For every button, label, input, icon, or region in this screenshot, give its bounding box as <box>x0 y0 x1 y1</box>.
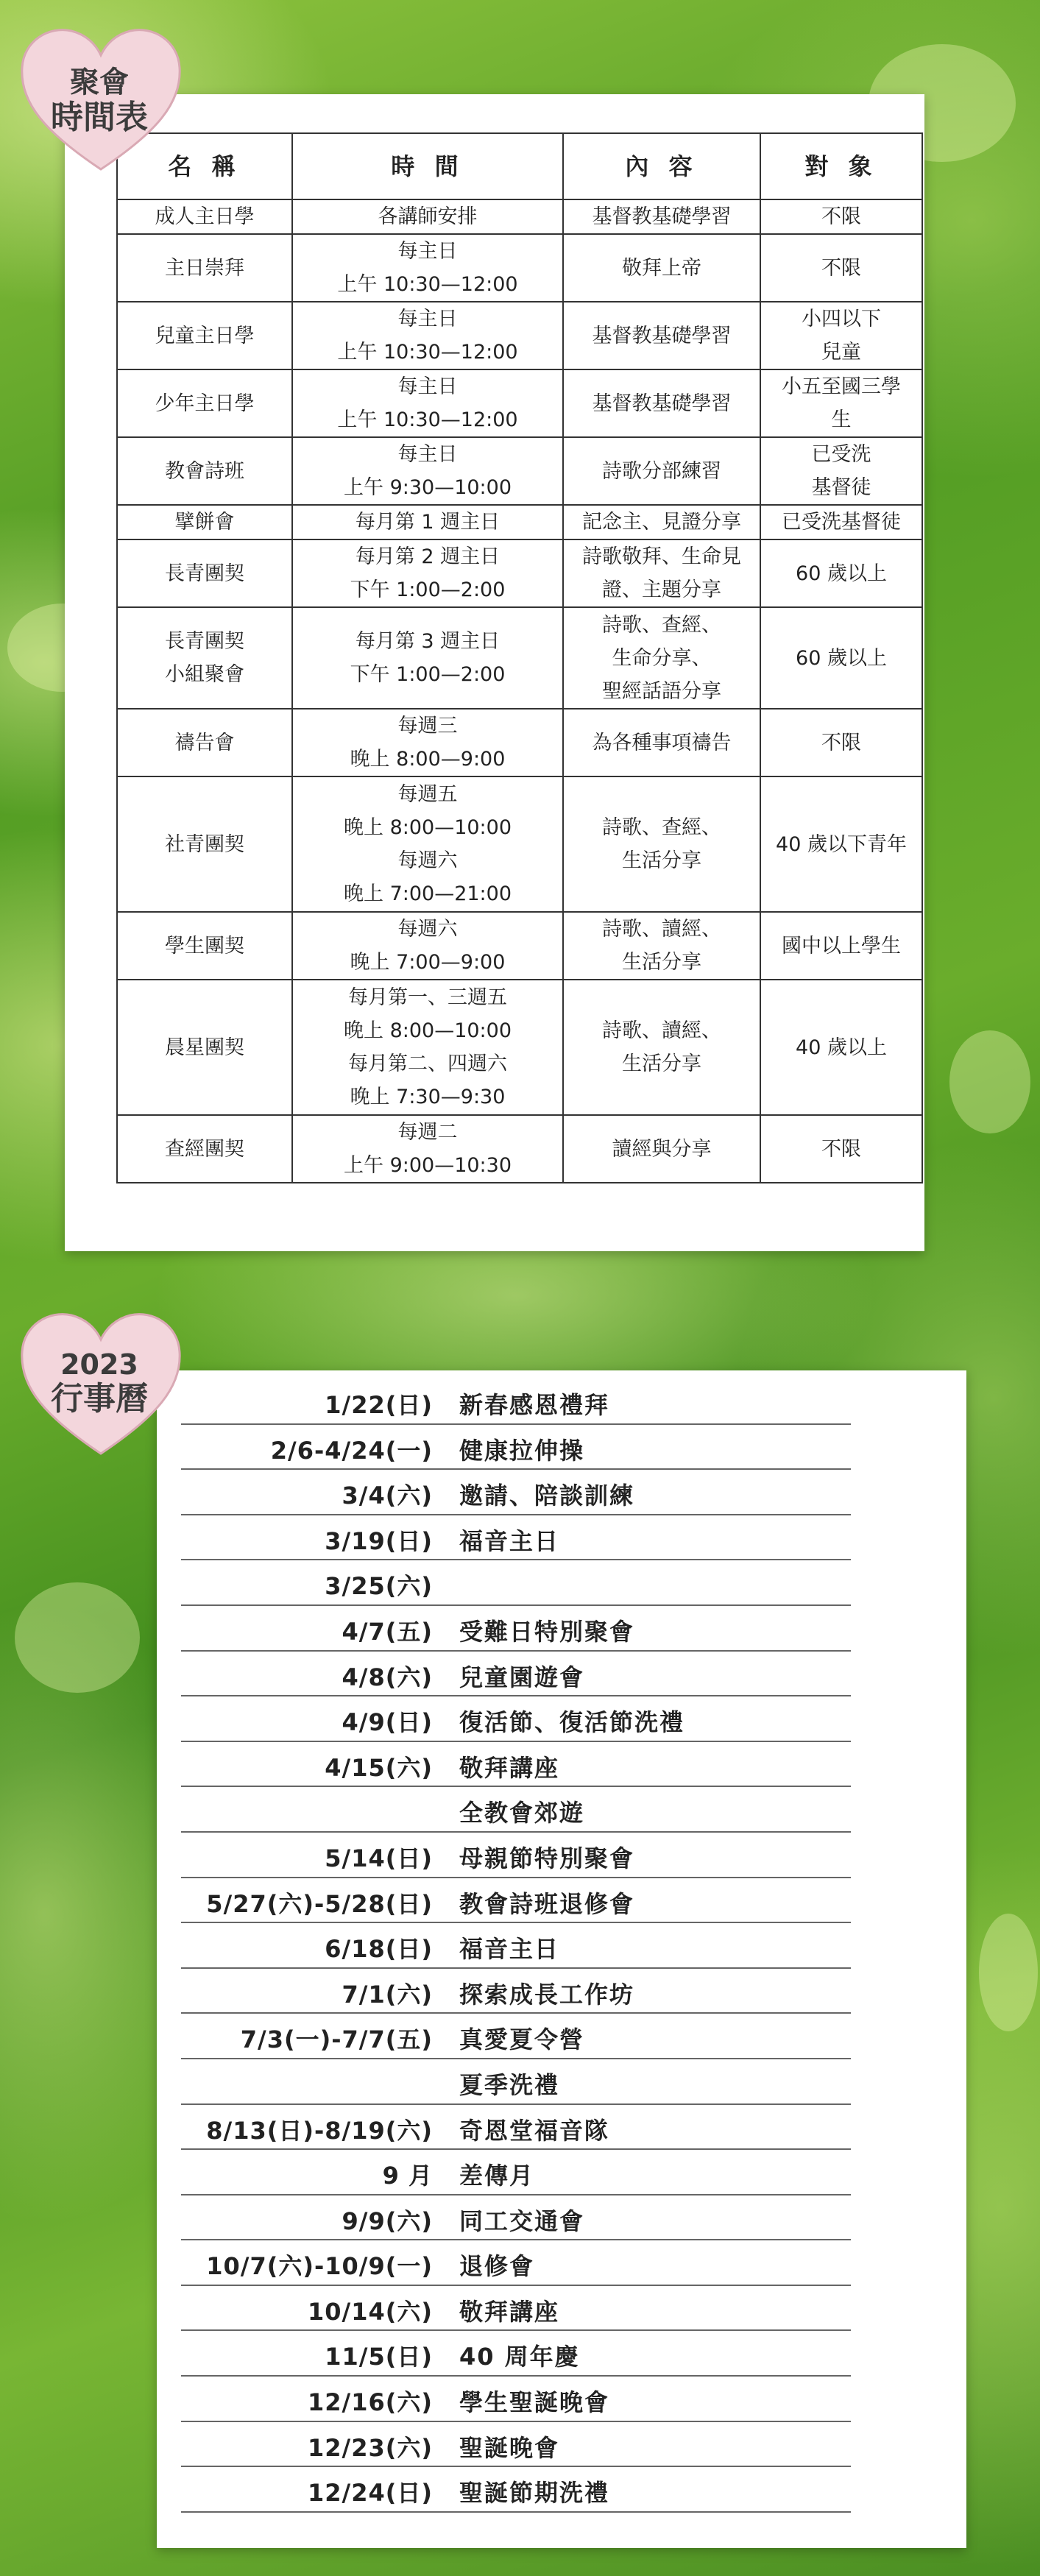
cell-line: 成人主日學 <box>155 205 255 228</box>
cell-line: 小組聚會 <box>165 663 244 686</box>
event-title: 新春感恩禮拜 <box>459 1391 610 1419</box>
event-date: 3/4(六) <box>342 1482 433 1510</box>
cell-line: 詩歌、讀經、 <box>602 1019 721 1042</box>
cell-line: 每週六 <box>397 849 458 872</box>
cell-line: 不限 <box>821 731 861 754</box>
event-date: 4/8(六) <box>342 1663 433 1691</box>
cell-content <box>563 539 760 607</box>
table-row <box>117 199 922 234</box>
calendar-row <box>181 1560 851 1606</box>
background-blossom <box>949 1030 1030 1133</box>
cell-line: 每主日 <box>397 443 458 466</box>
cell-line: 每週六 <box>397 918 458 941</box>
event-date: 3/25(六) <box>325 1572 433 1601</box>
cell-content <box>563 302 760 369</box>
calendar-row <box>181 1515 851 1561</box>
cell-line: 每週二 <box>397 1121 458 1144</box>
calendar-row <box>181 1878 851 1924</box>
event-date: 5/14(日) <box>325 1844 433 1872</box>
cell-line: 各講師安排 <box>378 205 478 228</box>
cell-name <box>117 302 292 369</box>
event-date: 8/13(日)-8/19(六) <box>206 2116 433 2145</box>
cell-line: 小五至國三學 <box>782 375 901 398</box>
cell-line: 上午 9:30—10:00 <box>343 476 512 499</box>
event-title: 受難日特別聚會 <box>459 1617 635 1646</box>
table-row <box>117 709 922 776</box>
cell-line: 基督教基礎學習 <box>592 205 732 228</box>
cell-line: 晨星團契 <box>165 1036 244 1059</box>
cell-line: 每主日 <box>397 375 458 398</box>
table-row <box>117 505 922 539</box>
event-title: 探索成長工作坊 <box>459 1980 635 2009</box>
cell-line: 每主日 <box>397 308 458 330</box>
cell-line: 社青團契 <box>165 832 244 856</box>
cell-name <box>117 912 292 980</box>
schedule-heart-badge <box>16 22 185 177</box>
event-date: 12/24(日) <box>307 2479 433 2508</box>
event-title: 學生聖誕晚會 <box>459 2388 610 2417</box>
cell-line: 下午 1:00—2:00 <box>350 663 506 686</box>
cell-name <box>117 437 292 505</box>
event-title: 健康拉伸操 <box>459 1436 585 1465</box>
cell-line: 查經團契 <box>165 1137 244 1161</box>
cell-time <box>292 1115 563 1183</box>
cell-target <box>760 199 922 234</box>
table-header-row <box>117 133 922 199</box>
cell-line: 教會詩班 <box>165 459 244 483</box>
cell-line: 晚上 8:00—10:00 <box>343 1019 512 1042</box>
calendar-row <box>181 2240 851 2286</box>
calendar-heart-badge <box>16 1306 185 1461</box>
cell-target <box>760 607 922 709</box>
event-title: 邀請、陪談訓練 <box>459 1482 635 1510</box>
meeting-schedule-panel <box>65 94 924 1251</box>
cell-line: 生活分享 <box>622 849 701 872</box>
cell-name <box>117 709 292 776</box>
calendar-row <box>181 2059 851 2105</box>
cell-time <box>292 776 563 912</box>
table-row <box>117 776 922 912</box>
cell-line: 生 <box>831 408 852 431</box>
calendar-row <box>181 1696 851 1742</box>
cell-line: 證、主題分享 <box>602 578 721 601</box>
cell-target <box>760 302 922 369</box>
cell-line: 為各種事項禱告 <box>592 731 732 754</box>
cell-content <box>563 437 760 505</box>
cell-line: 晚上 8:00—10:00 <box>343 816 512 839</box>
calendar-row <box>181 1923 851 1969</box>
calendar-row <box>181 2195 851 2241</box>
table-row <box>117 437 922 505</box>
cell-content <box>563 1115 760 1183</box>
cell-target <box>760 980 922 1115</box>
cell-target <box>760 776 922 912</box>
event-title: 退修會 <box>459 2252 535 2281</box>
cell-line: 詩歌、查經、 <box>602 613 721 637</box>
table-row <box>117 980 922 1115</box>
event-date: 7/3(一)-7/7(五) <box>240 2025 433 2054</box>
cell-line: 晚上 7:30—9:30 <box>350 1086 506 1108</box>
cell-line: 不限 <box>821 256 861 280</box>
event-title: 福音主日 <box>459 1526 560 1555</box>
event-title: 真愛夏令營 <box>459 2025 585 2054</box>
event-title: 聖誕晚會 <box>459 2433 560 2462</box>
calendar-badge-year: 2023 <box>60 1348 138 1381</box>
cell-name <box>117 539 292 607</box>
calendar-row <box>181 2422 851 2468</box>
event-title: 教會詩班退修會 <box>459 1889 635 1918</box>
cell-line: 基督教基礎學習 <box>592 392 732 415</box>
calendar-row <box>181 1969 851 2014</box>
cell-name <box>117 776 292 912</box>
cell-name <box>117 369 292 437</box>
cell-content <box>563 234 760 302</box>
event-title: 聖誕節期洗禮 <box>459 2479 610 2508</box>
event-date: 1/22(日) <box>325 1391 433 1419</box>
event-title: 夏季洗禮 <box>459 2070 560 2099</box>
cell-line: 每主日 <box>397 240 458 263</box>
table-row <box>117 539 922 607</box>
event-date: 12/23(六) <box>307 2433 433 2462</box>
calendar-row <box>181 1787 851 1833</box>
cell-content <box>563 369 760 437</box>
event-title: 兒童園遊會 <box>459 1663 585 1691</box>
cell-line: 詩歌敬拜、生命見 <box>582 545 741 568</box>
calendar-row <box>181 2377 851 2422</box>
table-row <box>117 302 922 369</box>
event-title: 復活節、復活節洗禮 <box>459 1708 685 1737</box>
event-date: 10/7(六)-10/9(一) <box>206 2252 433 2281</box>
event-title: 同工交通會 <box>459 2207 585 2235</box>
cell-target <box>760 437 922 505</box>
cell-target <box>760 539 922 607</box>
cell-line: 40 歲以下青年 <box>776 832 907 856</box>
header-target: 對 象 <box>760 133 922 199</box>
calendar-row <box>181 1833 851 1878</box>
cell-line: 下午 1:00—2:00 <box>350 578 506 601</box>
event-date: 6/18(日) <box>325 1935 433 1964</box>
meeting-schedule-table <box>116 132 923 1183</box>
table-row <box>117 1115 922 1183</box>
cell-target <box>760 912 922 980</box>
event-date: 9/9(六) <box>342 2207 433 2235</box>
event-date: 5/27(六)-5/28(日) <box>206 1889 433 1918</box>
cell-line: 詩歌、讀經、 <box>602 918 721 941</box>
cell-content <box>563 607 760 709</box>
cell-target <box>760 1115 922 1183</box>
cell-time <box>292 607 563 709</box>
cell-name <box>117 607 292 709</box>
cell-content <box>563 776 760 912</box>
cell-line: 每月第 1 週主日 <box>355 511 500 534</box>
schedule-badge-line2: 時間表 <box>51 99 148 136</box>
cell-name <box>117 505 292 539</box>
table-row <box>117 234 922 302</box>
calendar-list <box>181 1379 851 2513</box>
cell-line: 上午 10:30—12:00 <box>337 341 518 364</box>
cell-line: 生活分享 <box>622 951 701 974</box>
cell-content <box>563 912 760 980</box>
event-date: 12/16(六) <box>307 2388 433 2417</box>
cell-line: 生活分享 <box>622 1052 701 1075</box>
event-title: 全教會郊遊 <box>459 1799 585 1827</box>
cell-name <box>117 199 292 234</box>
event-date: 7/1(六) <box>342 1980 433 2009</box>
schedule-badge-line1: 聚會 <box>70 66 129 99</box>
calendar-row <box>181 1606 851 1652</box>
cell-line: 每月第 3 週主日 <box>355 630 500 653</box>
cell-line: 學生團契 <box>165 934 244 958</box>
cell-line: 擘餅會 <box>174 511 235 534</box>
event-title: 福音主日 <box>459 1935 560 1964</box>
event-date: 2/6-4/24(一) <box>270 1436 433 1465</box>
cell-line: 禱告會 <box>174 731 235 754</box>
cell-line: 上午 10:30—12:00 <box>337 273 518 296</box>
calendar-row <box>181 2150 851 2195</box>
cell-line: 每月第 2 週主日 <box>355 545 500 568</box>
calendar-row <box>181 2331 851 2377</box>
cell-line: 60 歲以上 <box>796 562 887 585</box>
cell-line: 聖經話語分享 <box>602 679 721 703</box>
cell-line: 記念主、見證分享 <box>582 511 741 534</box>
calendar-badge-title: 行事曆 <box>51 1380 148 1418</box>
event-title: 差傳月 <box>459 2162 535 2190</box>
cell-line: 40 歲以上 <box>796 1036 887 1059</box>
calendar-row <box>181 2467 851 2513</box>
cell-target <box>760 505 922 539</box>
cell-line: 晚上 7:00—9:00 <box>350 951 506 974</box>
cell-line: 少年主日學 <box>155 392 255 415</box>
cell-target <box>760 369 922 437</box>
header-name: 名 稱 <box>117 133 292 199</box>
cell-line: 國中以上學生 <box>782 934 901 958</box>
header-time: 時 間 <box>292 133 563 199</box>
cell-time <box>292 709 563 776</box>
event-title: 敬拜講座 <box>459 2297 560 2326</box>
event-date: 4/9(日) <box>342 1708 433 1737</box>
cell-target <box>760 234 922 302</box>
event-date: 3/19(日) <box>325 1526 433 1555</box>
event-title: 敬拜講座 <box>459 1753 560 1782</box>
event-title: 40 周年慶 <box>459 2343 580 2371</box>
cell-line: 已受洗 <box>811 443 871 466</box>
calendar-row <box>181 1425 851 1471</box>
cell-line: 每月第一、三週五 <box>348 986 507 1009</box>
calendar-row <box>181 1379 851 1425</box>
cell-time <box>292 234 563 302</box>
calendar-row <box>181 2286 851 2332</box>
cell-line: 基督教基礎學習 <box>592 324 732 347</box>
cell-content <box>563 709 760 776</box>
cell-target <box>760 709 922 776</box>
calendar-row <box>181 1652 851 1697</box>
event-date: 4/7(五) <box>342 1617 433 1646</box>
cell-line: 每週三 <box>397 715 458 737</box>
cell-line: 兒童 <box>821 341 861 364</box>
table-row <box>117 607 922 709</box>
cell-time <box>292 199 563 234</box>
cell-line: 長青團契 <box>165 562 244 585</box>
calendar-row <box>181 2014 851 2059</box>
cell-time <box>292 980 563 1115</box>
calendar-row <box>181 1470 851 1515</box>
background-blossom <box>979 1914 1038 2031</box>
cell-line: 兒童主日學 <box>155 324 255 347</box>
cell-time <box>292 539 563 607</box>
cell-line: 每月第二、四週六 <box>348 1052 507 1075</box>
cell-content <box>563 980 760 1115</box>
cell-line: 主日崇拜 <box>165 256 244 280</box>
cell-line: 詩歌分部練習 <box>602 459 721 483</box>
cell-line: 小四以下 <box>802 308 881 330</box>
event-title: 奇恩堂福音隊 <box>459 2116 610 2145</box>
table-row <box>117 912 922 980</box>
cell-line: 敬拜上帝 <box>622 256 701 280</box>
cell-time <box>292 369 563 437</box>
cell-line: 上午 9:00—10:30 <box>343 1154 512 1177</box>
table-row <box>117 369 922 437</box>
cell-line: 晚上 8:00—9:00 <box>350 748 506 771</box>
cell-time <box>292 505 563 539</box>
cell-line: 詩歌、查經、 <box>602 816 721 839</box>
cell-time <box>292 302 563 369</box>
cell-name <box>117 980 292 1115</box>
cell-line: 每週五 <box>397 783 458 806</box>
cell-name <box>117 1115 292 1183</box>
event-date: 4/15(六) <box>325 1753 433 1782</box>
cell-content <box>563 199 760 234</box>
cell-line: 不限 <box>821 1137 861 1161</box>
event-date: 11/5(日) <box>325 2343 433 2371</box>
cell-line: 晚上 7:00—21:00 <box>343 882 512 905</box>
calendar-row <box>181 2105 851 2151</box>
cell-line: 上午 10:30—12:00 <box>337 408 518 431</box>
cell-time <box>292 912 563 980</box>
cell-line: 長青團契 <box>165 630 244 653</box>
cell-name <box>117 234 292 302</box>
cell-line: 60 歲以上 <box>796 646 887 670</box>
cell-line: 生命分享、 <box>612 646 712 670</box>
cell-time <box>292 437 563 505</box>
background-blossom <box>15 1582 140 1693</box>
cell-line: 基督徒 <box>811 476 871 499</box>
event-date: 9 月 <box>382 2162 433 2190</box>
event-title: 母親節特別聚會 <box>459 1844 635 1872</box>
calendar-row <box>181 1742 851 1788</box>
cell-line: 已受洗基督徒 <box>782 511 901 534</box>
header-content: 內 容 <box>563 133 760 199</box>
cell-content <box>563 505 760 539</box>
event-date: 10/14(六) <box>307 2297 433 2326</box>
cell-line: 不限 <box>821 205 861 228</box>
cell-line: 讀經與分享 <box>612 1137 712 1161</box>
